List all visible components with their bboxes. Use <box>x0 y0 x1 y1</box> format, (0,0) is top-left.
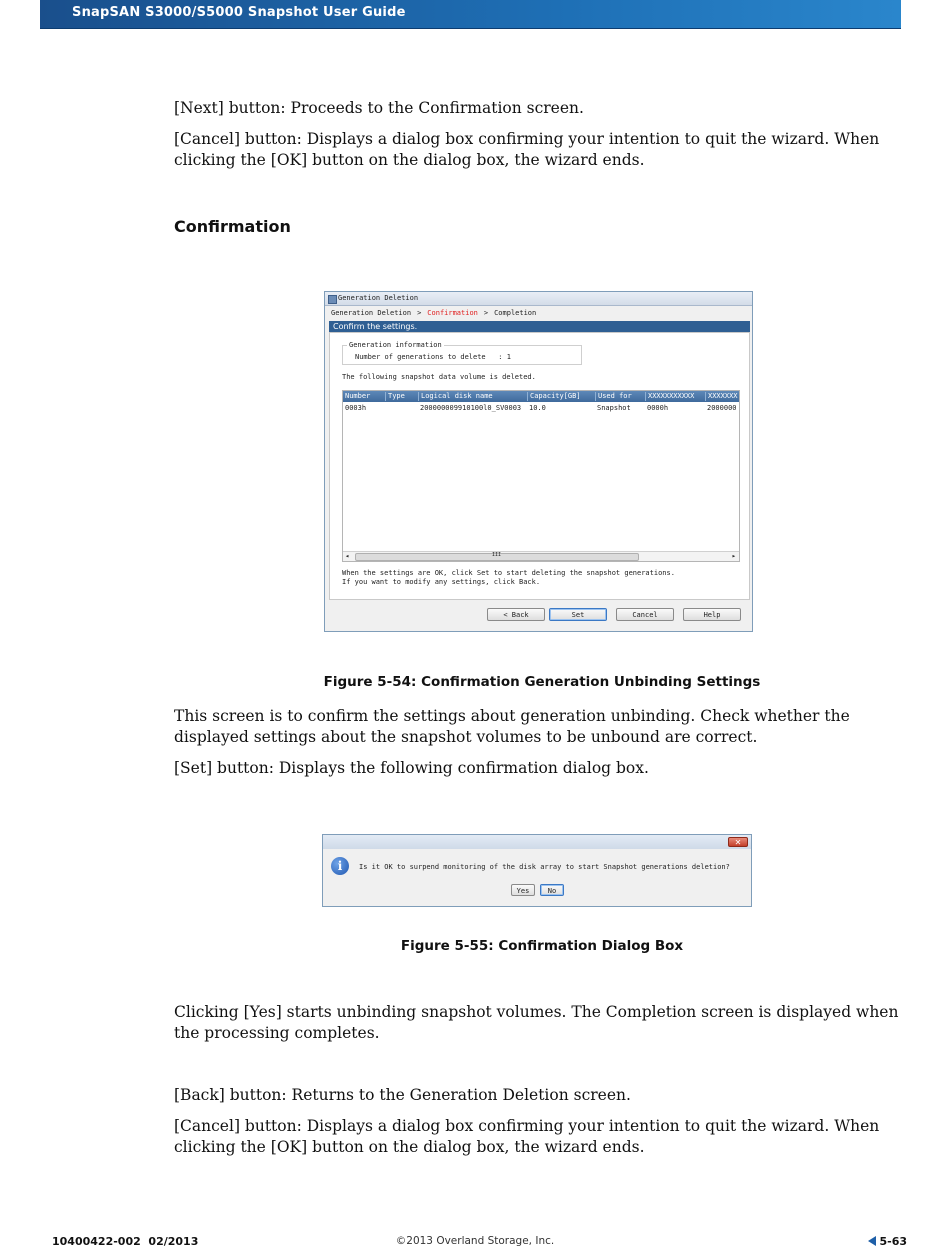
close-icon[interactable]: ✕ <box>728 837 748 847</box>
breadcrumb-step-confirmation: Confirmation <box>427 309 478 317</box>
column-header-used-for[interactable]: Used for <box>595 392 644 401</box>
footer-copyright: ©2013 Overland Storage, Inc. <box>395 1235 555 1247</box>
column-header-logical-disk-name[interactable]: Logical disk name <box>418 392 526 401</box>
generation-count-row <box>355 353 511 361</box>
window-content <box>329 332 750 600</box>
confirm-banner: Confirm the settings. <box>329 321 750 332</box>
yes-button[interactable]: Yes <box>511 884 535 896</box>
window-app-icon <box>328 295 337 304</box>
previous-page-icon[interactable] <box>868 1236 876 1246</box>
generation-count-label: Number of generations to delete : <box>355 353 503 361</box>
breadcrumb-step-completion: Completion <box>494 309 537 317</box>
window-titlebar <box>325 292 752 306</box>
paragraph-set-button: [Set] button: Displays the following confirmation dialog box. <box>174 759 649 777</box>
column-header-number[interactable]: Number <box>345 392 371 400</box>
dialog-titlebar <box>323 835 751 849</box>
cell-col7: 2000000 <box>707 404 737 412</box>
snapshot-volume-table <box>342 390 740 562</box>
confirmation-window-screenshot <box>324 291 753 632</box>
footer-page-number[interactable] <box>868 1235 907 1248</box>
generation-info-legend: Generation information <box>349 341 442 349</box>
cancel-button[interactable]: Cancel <box>616 608 674 621</box>
wizard-button-row <box>325 606 752 626</box>
breadcrumb-separator: > <box>417 309 422 317</box>
breadcrumb-separator: > <box>483 309 489 317</box>
column-header-capacity[interactable]: Capacity[GB] <box>527 392 594 401</box>
page-number: 5-63 <box>879 1235 907 1248</box>
paragraph-cancel-button-2: [Cancel] button: Displays a dialog box confirming your intention to quit the wizard. When clicking the [OK] button on the dialog box, the wizard ends. <box>174 1117 880 1156</box>
scrollbar-grip-icon: III <box>492 552 502 558</box>
help-button[interactable]: Help <box>683 608 741 621</box>
cell-capacity: 10.0 <box>529 404 546 412</box>
scrollbar-thumb[interactable] <box>355 553 639 561</box>
table-row[interactable] <box>343 403 739 413</box>
horizontal-scrollbar[interactable] <box>343 551 739 561</box>
cell-used-for: Snapshot <box>597 404 631 412</box>
figure-5-55-caption: Figure 5-55: Confirmation Dialog Box <box>400 938 684 954</box>
confirmation-dialog-screenshot <box>322 834 752 907</box>
paragraph-back-button: [Back] button: Returns to the Generation Deletion screen. <box>174 1086 631 1104</box>
header-title: SnapSAN S3000/S5000 Snapshot User Guide <box>72 5 406 20</box>
column-header-type[interactable]: Type <box>385 392 418 401</box>
column-header-col6[interactable]: XXXXXXXXXXX <box>645 392 704 401</box>
hint-line-2: If you want to modify any settings, click Back. <box>342 578 541 586</box>
set-button[interactable]: Set <box>549 608 607 621</box>
scroll-left-icon[interactable]: ◂ <box>345 552 350 560</box>
paragraph-clicking-yes: Clicking [Yes] starts unbinding snapshot volumes. The Completion screen is displayed when the processing completes. <box>174 1003 899 1042</box>
dialog-message: Is it OK to surpend monitoring of the disk array to start Snapshot generations deletion? <box>359 863 730 871</box>
breadcrumb-step-generation-deletion: Generation Deletion <box>331 309 412 317</box>
deleted-volume-note: The following snapshot data volume is deleted. <box>342 373 536 381</box>
footer-doc-id: 10400422-002 02/2013 <box>52 1235 199 1248</box>
cell-col6: 0000h <box>647 404 669 412</box>
wizard-breadcrumb <box>331 309 536 317</box>
scroll-right-icon[interactable]: ▸ <box>731 552 736 560</box>
generation-info-group <box>342 341 582 365</box>
cell-logical-disk-name: 200000009910100l0_SV0003 <box>420 404 522 412</box>
cell-number: 0003h <box>345 404 367 412</box>
back-button[interactable]: < Back <box>487 608 545 621</box>
header-bar <box>40 0 901 29</box>
paragraph-next-button: [Next] button: Proceeds to the Confirmation screen. <box>174 99 584 117</box>
generation-count-value: 1 <box>506 353 511 361</box>
info-icon: i <box>331 857 349 875</box>
paragraph-confirm-description: This screen is to confirm the settings about generation unbinding. Check whether the displayed settings about the snapshot volumes to be unbound are correct. <box>174 707 850 746</box>
table-header <box>343 391 739 402</box>
window-title: Generation Deletion <box>338 294 419 302</box>
hint-line-1: When the settings are OK, click Set to start deleting the snapshot generations. <box>342 569 675 577</box>
paragraph-cancel-button: [Cancel] button: Displays a dialog box confirming your intention to quit the wizard. When clicking the [OK] button on the dialog box, the wizard ends. <box>174 130 880 169</box>
column-header-col7[interactable]: XXXXXXX <box>705 392 740 401</box>
no-button[interactable]: No <box>540 884 564 896</box>
section-heading: Confirmation <box>174 217 291 236</box>
figure-5-54-caption: Figure 5-54: Confirmation Generation Unbinding Settings <box>323 674 761 690</box>
